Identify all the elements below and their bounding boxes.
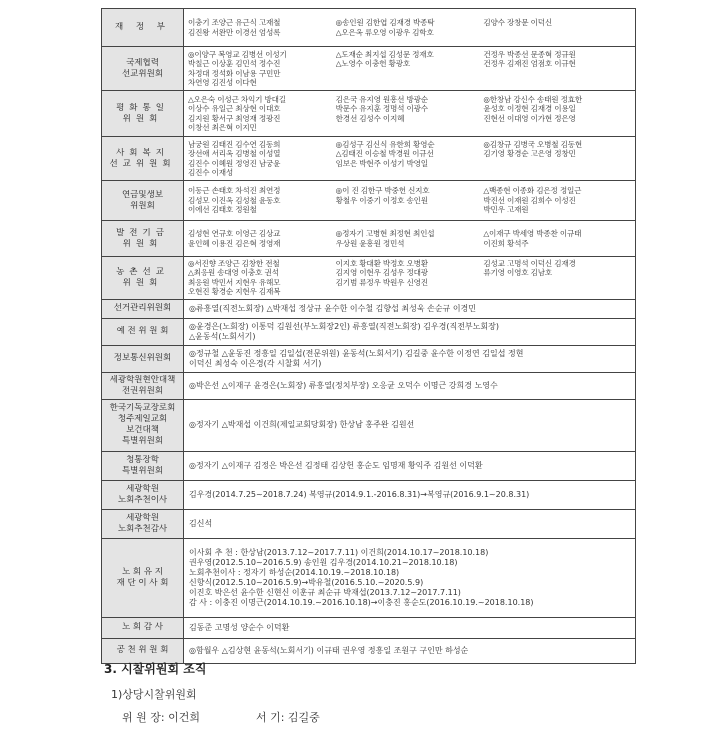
committee-members-cell: [184, 480, 636, 509]
member-line: 김동준 고명성 양순수 이덕환: [189, 622, 290, 632]
member-line: 건정우 김재진 엄점호 이규현: [483, 59, 576, 69]
member-column: [188, 140, 336, 178]
committee-name-line: 연금및생보: [121, 189, 164, 200]
member-line: ◎정자기 △박재섭 이건희(제일교회당회장) 한상남 홍주완 김원선: [189, 420, 415, 430]
committee-name-line: 위원회: [122, 113, 163, 124]
committee-name-line: 노회추천감사: [117, 523, 168, 534]
committee-name-cell: [102, 221, 184, 257]
member-columns: [188, 229, 631, 248]
chair-secretary-line: [122, 709, 320, 725]
committee-name-line: 세광학원: [126, 483, 159, 494]
member-line: 김성교 고명석 이덕신 김재경: [483, 259, 576, 268]
committee-name-cell: [102, 47, 184, 91]
member-line: 김진왕 서완만 이경선 엄성록: [188, 27, 281, 37]
member-line: 류기영 이영호 김남호: [483, 268, 552, 278]
member-columns: [188, 18, 631, 37]
committee-row: [102, 299, 636, 318]
committee-name-line: 발전기금: [116, 227, 169, 238]
member-line: 김기범 류정우 박원우 신영진: [335, 277, 428, 287]
committee-row: [102, 372, 636, 399]
committee-row: [102, 91, 636, 137]
member-line: 김우경(2014.7.25~2018.7.24) 복영규(2014.9.1.-2016.8.31)→복영규(2016.9.1~20.8.31): [189, 489, 530, 499]
committee-name-line: 선교위원회: [121, 68, 164, 79]
member-column: [188, 229, 336, 248]
committee-row: [102, 538, 636, 617]
member-line: 박민우 고재원: [483, 205, 529, 215]
member-line: 김성현 연규호 이영근 김상교: [188, 229, 281, 239]
committee-row: [102, 318, 636, 345]
committee-members-cell: [184, 91, 636, 137]
member-line: △윤동석(노회서기): [189, 331, 256, 341]
committee-name-line: 노 회 유 지: [122, 566, 163, 577]
committee-name-line: 특별위원회: [121, 436, 164, 447]
member-columns: [188, 50, 631, 88]
committee-name-line: 재 정 부: [114, 22, 171, 32]
member-line: 이에선 김태호 정원철: [188, 205, 257, 215]
member-column: [188, 95, 336, 133]
member-columns: [188, 186, 631, 214]
committee-row: [102, 221, 636, 257]
section-title: 3. 시찰위원회 조직: [104, 662, 207, 676]
member-column: [336, 229, 484, 248]
member-line: 김진수 이혜원 정영진 남궁윤: [188, 158, 281, 168]
member-line: 진현선 이대영 이가현 정은영: [483, 113, 576, 123]
committee-name-line: 재 단 이 사 회: [116, 577, 169, 588]
member-line: ◎서진향 조양근 김창한 전철: [188, 259, 280, 268]
member-line: 김양수 장창문 이덕신: [483, 18, 552, 28]
committee-members-cell: [184, 221, 636, 257]
committee-row: [102, 617, 636, 638]
member-line: 이진희 황석주: [483, 238, 529, 248]
member-line: ◎한창남 강신수 송태원 정효한: [483, 94, 583, 104]
committee-name-cell: [102, 617, 184, 638]
member-line: 차정대 정석화 이남용 구민만: [188, 68, 281, 78]
member-column: [483, 50, 631, 88]
member-line: 최응원 박민서 지현우 유해모: [188, 277, 281, 287]
committee-row: [102, 47, 636, 91]
member-column: [336, 140, 484, 178]
member-column: [336, 186, 484, 214]
member-columns: [188, 95, 631, 133]
committee-members-cell: [184, 509, 636, 538]
member-column: [483, 229, 631, 248]
committee-row: [102, 480, 636, 509]
member-line: ◎김창규 김병국 오병철 김동현: [483, 139, 583, 149]
member-line: 건정우 박종선 문종혁 정규원: [483, 49, 576, 59]
committee-name-line: 노 회 감 사: [122, 622, 163, 633]
member-line: 윤성호 이정현 김재경 이용일: [483, 104, 576, 114]
member-line: 노회추천이사 : 정자기 하성순(2014.10.19.~2018.10.18): [189, 567, 400, 577]
committee-name-cell: [102, 318, 184, 345]
member-line: 이지호 황대환 박정호 오병환: [335, 259, 428, 268]
committee-name-line: 예 전 위 원 회: [116, 326, 169, 337]
committee-name-line: 전권위원회: [121, 385, 164, 396]
committee-name-line: 위원회: [130, 200, 155, 211]
member-column: [483, 140, 631, 178]
member-line: 윤인혜 이용진 김은혁 정영재: [188, 238, 281, 248]
member-line: 김진수 이재성: [188, 167, 234, 177]
committee-name-line: 공 천 위 원 회: [116, 645, 169, 656]
member-line: 이충기 조양근 유근식 고재철: [188, 18, 281, 28]
committee-name-line: 청주제일교회: [117, 414, 168, 425]
member-line: ◎정규철 △윤동진 정흥일 김일섭(전문위원) 윤동석(노회서기) 김길중 윤수한 이정연 김일섭 정현: [189, 348, 524, 358]
member-line: ◎이양구 복영교 김병선 이성기: [188, 49, 287, 59]
member-column: [188, 186, 336, 214]
member-line: 이상수 유일근 최상현 이대호: [188, 104, 281, 114]
committee-name-line: 농촌선교: [116, 266, 169, 277]
committee-name-cell: [102, 345, 184, 372]
committee-members-cell: [184, 399, 636, 451]
committee-name-cell: [102, 91, 184, 137]
member-column: [483, 186, 631, 214]
organization-table-sheet: [101, 8, 635, 664]
member-line: ◎류흥열(직전노회장) △박재섭 정상규 윤수한 이수철 김향섭 최성욱 손순규 이경민: [189, 303, 477, 313]
member-line: 한경선 김성수 이지혜: [335, 113, 405, 123]
member-line: ◎박은선 △이재구 윤경은(노회장) 류흥열(정치부장) 오응균 오덕수 이명근 강희경 노영수: [189, 380, 498, 390]
committee-name-line: 위원회: [122, 277, 163, 288]
committee-name-line: 사회복지: [116, 147, 169, 158]
subsection-title: 1)상당시찰위원회: [111, 688, 197, 701]
committee-name-line: 청통장학: [126, 454, 159, 465]
committee-name-cell: [102, 451, 184, 480]
member-line: 박진선 이재원 김희수 이성진: [483, 195, 576, 205]
committee-members-cell: [184, 47, 636, 91]
member-line: ◎정자기 △이재구 김정은 박은선 김정태 김상헌 홍순도 임명재 황익주 김원선 이덕환: [189, 460, 483, 470]
committee-row: [102, 451, 636, 480]
member-columns: [188, 140, 631, 178]
member-line: △오은옥 류오영 이광우 김학호: [335, 27, 434, 37]
chair-label: 위 원 장: 이건희: [122, 711, 200, 724]
member-line: △이재구 박세영 박종찬 이규태: [483, 229, 582, 239]
committee-name-cell: [102, 399, 184, 451]
committee-table: [101, 8, 636, 664]
member-column: [188, 259, 336, 297]
committee-members-cell: [184, 137, 636, 181]
committee-members-cell: [184, 345, 636, 372]
member-line: 오현진 황경순 지현우 김재복: [188, 287, 281, 297]
member-column: [483, 259, 631, 297]
member-column: [336, 50, 484, 88]
member-line: △오은숙 이성근 차익기 방대길: [188, 94, 286, 104]
committee-name-line: 노회추천이사: [117, 494, 168, 505]
member-line: 박칠근 이상훈 김민석 정수진: [188, 59, 281, 69]
committee-members-cell: [184, 451, 636, 480]
member-column: [483, 18, 631, 37]
committee-name-cell: [102, 372, 184, 399]
foundation-board-details: [189, 548, 630, 608]
committee-name-cell: [102, 257, 184, 300]
committee-name-line: 세광학원: [126, 512, 159, 523]
member-line: △김태진 이승철 박경원 이규선: [335, 149, 434, 159]
member-line: ◎김성구 김신식 유한희 황영순: [335, 139, 435, 149]
committee-name-cell: [102, 9, 184, 47]
member-line: △도재순 최지섭 김성문 정재호: [335, 49, 434, 59]
member-line: 감 사 : 이충진 이명근(2014.10.19.~2016.10.18)→이충진 홍순도(2016.10.19.~2018.10.18): [189, 597, 534, 607]
member-line: 임보은 박현주 이성기 박영일: [335, 158, 428, 168]
member-line: ◎함월우 △김상현 윤동석(노회서기) 이규태 권우영 정흥일 조원구 구인만 하성순: [189, 645, 469, 655]
member-line: 이덕신 최성숙 이은경(각 시찰회 서기): [189, 358, 322, 368]
member-line: 김기영 황경순 고은영 정창민: [483, 149, 576, 159]
member-line: 김지원 황서구 최영재 정광진: [188, 113, 281, 123]
committee-row: [102, 181, 636, 221]
member-column: [336, 18, 484, 37]
committee-name-cell: [102, 509, 184, 538]
committee-name-cell: [102, 181, 184, 221]
member-line: 차연영 김진성 이다현: [188, 77, 257, 87]
member-line: 우상원 윤흥원 정민석: [335, 238, 405, 248]
member-columns: [188, 259, 631, 297]
member-line: 이창선 최은혁 이지민: [188, 122, 257, 132]
member-column: [188, 18, 336, 37]
committee-row: [102, 509, 636, 538]
committee-row: [102, 345, 636, 372]
committee-row: [102, 257, 636, 300]
committee-members-cell: [184, 299, 636, 318]
member-column: [188, 50, 336, 88]
member-line: △노영수 이충헌 황광호: [335, 59, 410, 69]
member-column: [483, 95, 631, 133]
committee-row: [102, 399, 636, 451]
committee-members-cell: [184, 638, 636, 663]
member-line: ◎정자기 고병현 최정현 최인섭: [335, 229, 435, 239]
member-line: 황철우 이중기 이정호 송인원: [335, 195, 428, 205]
committee-name-line: 위원회: [122, 238, 163, 249]
committee-name-line: 국제협력: [126, 57, 159, 68]
member-line: 김지영 이현우 김성우 정대광: [335, 268, 428, 278]
committee-name-cell: [102, 299, 184, 318]
committee-members-cell: [184, 318, 636, 345]
committee-row: [102, 9, 636, 47]
committee-name-line: 정보통신위원회: [113, 353, 172, 364]
committee-name-line: 평화통일: [116, 102, 169, 113]
committee-members-cell: [184, 372, 636, 399]
committee-name-line: 특별위원회: [121, 465, 164, 476]
member-column: [336, 259, 484, 297]
member-line: 김신석: [189, 518, 213, 528]
committee-members-cell: [184, 9, 636, 47]
member-line: 이진호 박은선 윤수한 신현신 이훈규 최순규 박재섭(2013.7.12~2017.7.11): [189, 587, 461, 597]
committee-members-cell: [184, 257, 636, 300]
member-line: 김은국 유지영 원흥선 방광순: [335, 94, 428, 104]
committee-name-line: 한국기독교장로회: [109, 403, 176, 414]
member-line: 남궁원 김태진 김수연 김동희: [188, 139, 281, 149]
member-line: 신향식(2012.5.10~2016.5.9)→박유철(2016.5.10.~2020.5.9): [189, 577, 424, 587]
member-column: [336, 95, 484, 133]
committee-members-cell: [184, 181, 636, 221]
member-line: 박문수 유지훈 정명석 이광수: [335, 104, 428, 114]
member-line: ◎송인원 김한엽 김재경 박종탁: [335, 18, 435, 28]
committee-name-cell: [102, 480, 184, 509]
member-line: 권우영(2012.5.10~2016.5.9) 송인원 김우경(2014.10.21~2018.10.18): [189, 557, 458, 567]
committee-name-line: 선거관리위원회: [113, 303, 172, 314]
member-line: 김성모 이진옥 김성철 윤동호: [188, 195, 281, 205]
committee-name-line: 선교위원회: [109, 158, 176, 169]
member-line: △최응원 송대영 이충호 권석: [188, 268, 279, 278]
committee-members-cell: [184, 538, 636, 617]
committee-name-line: 보건대책: [126, 425, 159, 436]
secretary-label: 서 기: 김길중: [255, 711, 320, 724]
committee-name-line: 세광학원현안대책: [109, 374, 176, 385]
member-line: 이사회 추 천 : 한상남(2013.7.12~2017.7.11) 이건희(2014.10.17~2018.10.18): [189, 547, 489, 557]
committee-row: [102, 137, 636, 181]
member-line: ◎이 진 김한구 박중헌 신지호: [335, 186, 430, 196]
member-line: 장선애 서리옥 김병철 이성열: [188, 149, 281, 159]
member-line: 이동근 손태호 차석진 최연정: [188, 186, 281, 196]
committee-members-cell: [184, 617, 636, 638]
committee-name-cell: [102, 538, 184, 617]
member-line: ◎윤경은(노회장) 이통덕 김원선(부노회장2인) 류흥열(직전노회장) 김우경(직전부노회장): [189, 321, 499, 331]
committee-name-cell: [102, 137, 184, 181]
member-line: △백종현 이종화 김은정 정일근: [483, 186, 582, 196]
